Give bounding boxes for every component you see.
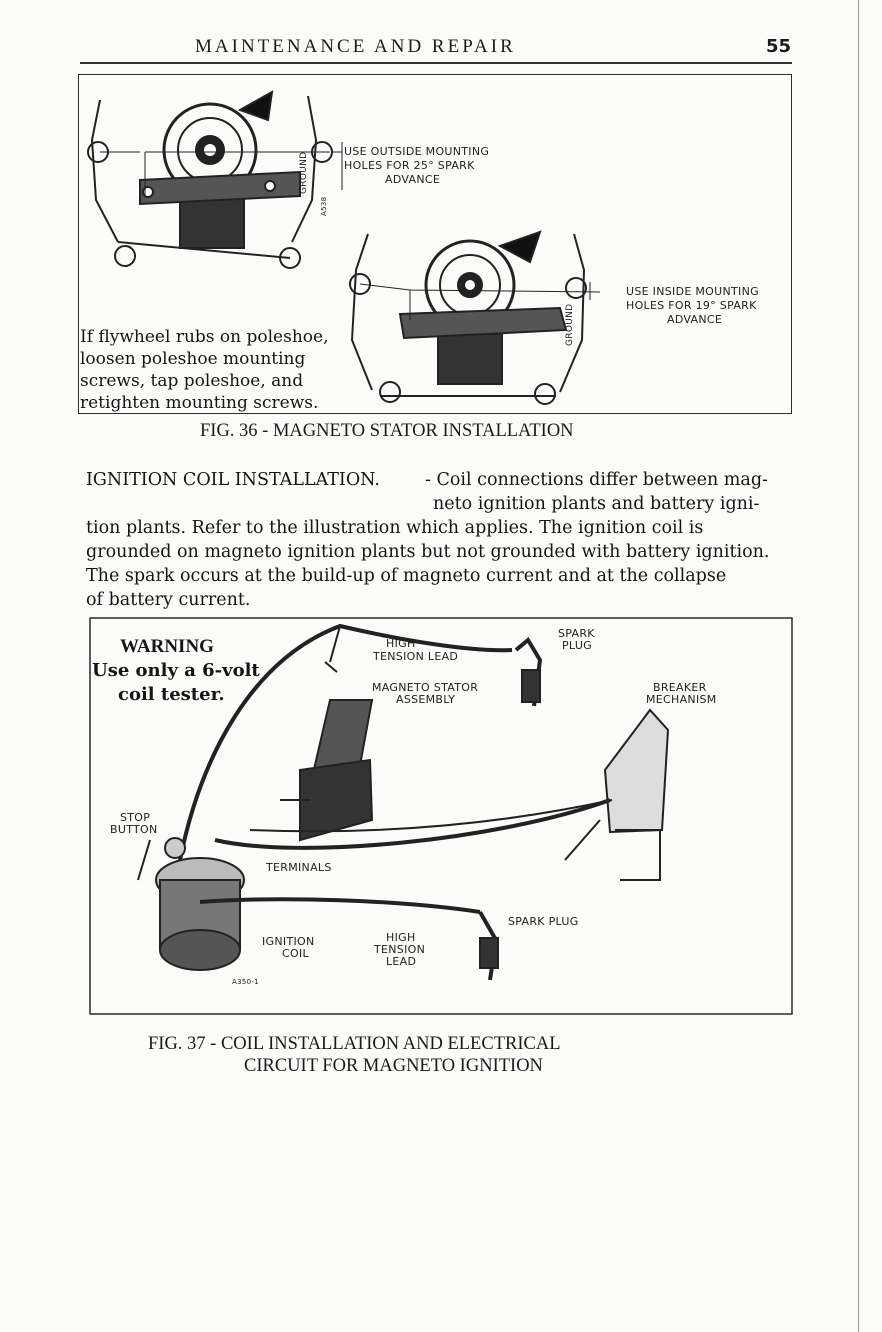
body-line: of battery current. xyxy=(86,590,251,610)
section-heading: IGNITION COIL INSTALLATION. xyxy=(86,470,380,490)
warning-line: coil tester. xyxy=(118,684,225,705)
label-spark-plug-top-1: SPARK xyxy=(558,627,595,640)
label-stop-button-1: STOP xyxy=(120,811,151,824)
warning-title: WARNING xyxy=(120,636,214,657)
fig36-part-number: A538 xyxy=(320,196,328,216)
fig37-part-number: A350-1 xyxy=(232,978,259,986)
label-breaker-2: MECHANISM xyxy=(646,693,717,706)
fig36-note xyxy=(80,326,370,414)
body-line: tion plants. Refer to the illustration which applies. The ignition coil is xyxy=(86,518,704,538)
body-line: The spark occurs at the build-up of magneto current and at the collapse xyxy=(86,566,727,586)
label-spark-plug-bottom: SPARK PLUG xyxy=(508,915,579,928)
label-ignition-coil-2: COIL xyxy=(282,947,309,960)
label-outside-mounting-line2: HOLES FOR 25° SPARK xyxy=(344,159,475,172)
fig37-caption-line2: CIRCUIT FOR MAGNETO IGNITION xyxy=(244,1056,543,1076)
fig36-note-line: If flywheel rubs on poleshoe, xyxy=(80,327,329,347)
label-terminals: TERMINALS xyxy=(266,861,332,874)
label-outside-mounting-line1: USE OUTSIDE MOUNTING xyxy=(344,145,490,158)
label-spark-plug-top-2: PLUG xyxy=(562,639,592,652)
label-ground-lower: GROUND xyxy=(565,303,575,346)
body-line: - Coil connections differ between mag- xyxy=(425,470,768,490)
label-magneto-stator-1: MAGNETO STATOR xyxy=(372,681,479,694)
fig36-lower-stator-drawing xyxy=(350,232,600,404)
label-high-tension-lead-bottom-3: LEAD xyxy=(386,955,417,968)
label-outside-mounting-line3: ADVANCE xyxy=(385,173,441,186)
page-number: 55 xyxy=(766,36,792,57)
label-high-tension-lead-bottom-1: HIGH xyxy=(386,931,416,944)
fig36-note-line: screws, tap poleshoe, and xyxy=(80,371,304,391)
label-inside-mounting-line2: HOLES FOR 19° SPARK xyxy=(626,299,757,312)
label-ignition-coil-1: IGNITION xyxy=(262,935,315,948)
label-high-tension-lead-top-2: TENSION LEAD xyxy=(373,650,459,663)
label-ground-upper: GROUND xyxy=(299,151,309,194)
label-inside-mounting-line3: ADVANCE xyxy=(667,313,723,326)
fig36-note-line: retighten mounting screws. xyxy=(80,393,319,413)
label-high-tension-lead-bottom-2: TENSION xyxy=(374,943,426,956)
fig36-note-line: loosen poleshoe mounting xyxy=(80,349,306,369)
running-header-title: MAINTENANCE AND REPAIR xyxy=(195,36,516,57)
body-line: neto ignition plants and battery igni- xyxy=(433,494,760,514)
fig36-caption: FIG. 36 - MAGNETO STATOR INSTALLATION xyxy=(200,421,574,441)
label-breaker-1: BREAKER xyxy=(653,681,707,694)
label-inside-mounting-line1: USE INSIDE MOUNTING xyxy=(626,285,759,298)
body-line: grounded on magneto ignition plants but not grounded with battery ignition. xyxy=(86,542,770,562)
label-magneto-stator-2: ASSEMBLY xyxy=(396,693,456,706)
warning-line: Use only a 6-volt xyxy=(92,660,260,681)
label-high-tension-lead-top-1: HIGH xyxy=(386,637,416,650)
label-stop-button-2: BUTTON xyxy=(110,823,158,836)
fig37-caption-line1: FIG. 37 - COIL INSTALLATION AND ELECTRICAL xyxy=(148,1034,561,1054)
